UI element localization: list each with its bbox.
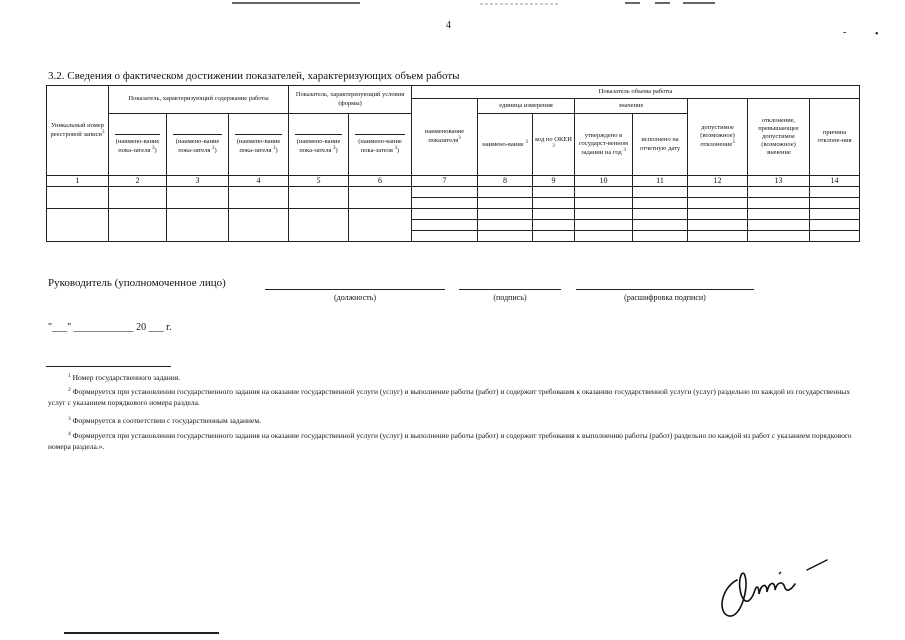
- position-caption: (должность): [334, 293, 376, 302]
- signature-caption: (подпись): [493, 293, 527, 302]
- corner-mark: -: [843, 27, 847, 38]
- header-exceeding-deviation: отклонение, превышающее допустимое (возможное) значение: [748, 99, 810, 176]
- column-number: 13: [748, 176, 810, 187]
- column-number: 14: [810, 176, 860, 187]
- header-volume-name: наименование показателя$^3$: [412, 99, 478, 176]
- page-number: 4: [446, 20, 451, 31]
- header-unit-name: наимено-вание $^3$: [478, 114, 533, 176]
- bottom-scan-mark: [64, 632, 219, 638]
- header-content-name-2: (наимено-вание пока-зателя $^3$): [167, 114, 229, 176]
- corner-mark: •: [875, 29, 879, 40]
- signatory-label: Руководитель (уполномоченное лицо): [48, 277, 226, 289]
- header-deviation-reason: причина отклоне-ния: [810, 99, 860, 176]
- footnote: $^1$ Номер государственного задания.: [68, 373, 181, 382]
- signature-line: [459, 289, 561, 290]
- decoding-caption: (расшифровка подписи): [624, 293, 706, 302]
- column-number: 12: [688, 176, 748, 187]
- footnote: $^3$ Формируется в соответствии с государственным заданием.: [68, 416, 261, 425]
- column-number: 8: [478, 176, 533, 187]
- header-conditions-group: Показатель, характеризующий условия (формы): [289, 86, 412, 114]
- table-row: [47, 209, 860, 220]
- column-number: 3: [167, 176, 229, 187]
- section-title: 3.2. Сведения о фактическом достижении показателей, характеризующих объем работы: [48, 70, 460, 82]
- header-unique-number: Уникальный номер реестровой записи$^3$: [47, 86, 109, 176]
- footnote: $^4$ Формируется при установлении государственного задания на оказание государственной услуги (услуг) и выполнение работы (работ) и содержит требования к выполнению работы (работ) раздельно по каждой из работ с указанием порядкового номера раздела.».: [48, 431, 852, 451]
- header-unit-group: единица измерения: [478, 99, 575, 114]
- header-content-name-1: (наимено-вание пока-зателя $^3$): [109, 114, 167, 176]
- column-number: 6: [349, 176, 412, 187]
- header-content-group: Показатель, характеризующий содержание работы: [109, 86, 289, 114]
- date-line: "___" ____________ 20 ___ г.: [48, 322, 172, 333]
- footnote: $^2$ Формируется при установлении государственного задания на оказание государственной услуги (услуг) и выполнение работы (работ) и содержит требования к оказанию государственной услуги (услуг) раздельно по каждой из государственных услуг с указанием порядкового номера раздела.: [48, 387, 851, 407]
- column-number: 5: [289, 176, 349, 187]
- header-condition-name-2: (наимено-вание пока-зателя $^3$): [349, 114, 412, 176]
- column-number: 2: [109, 176, 167, 187]
- column-number: 10: [575, 176, 633, 187]
- column-number: 1: [47, 176, 109, 187]
- volume-indicators-table: [46, 85, 860, 242]
- table-row: [47, 187, 860, 198]
- column-number: 4: [229, 176, 289, 187]
- column-number: 11: [633, 176, 688, 187]
- handwritten-signature: [715, 558, 840, 622]
- header-unit-okei: код по ОКЕИ $^3$: [533, 114, 575, 176]
- header-executed-value: исполнено на отчетную дату: [633, 114, 688, 176]
- header-content-name-3: (наимено-вание пока-зателя $^3$): [229, 114, 289, 176]
- scan-top-marks: [0, 0, 905, 10]
- position-line: [265, 289, 445, 290]
- header-approved-value: утверждено в государст-венном задании на год $^3$: [575, 114, 633, 176]
- column-number: 7: [412, 176, 478, 187]
- header-allowed-deviation: допустимое (возможное) отклонение$^3$: [688, 99, 748, 176]
- column-number: 9: [533, 176, 575, 187]
- header-volume-group: Показатель объема работы: [412, 86, 860, 99]
- header-condition-name-1: (наимено-вание пока-зателя $^3$): [289, 114, 349, 176]
- footnote-rule: [46, 366, 171, 367]
- decoding-line: [576, 289, 754, 290]
- header-value-group: значение: [575, 99, 688, 114]
